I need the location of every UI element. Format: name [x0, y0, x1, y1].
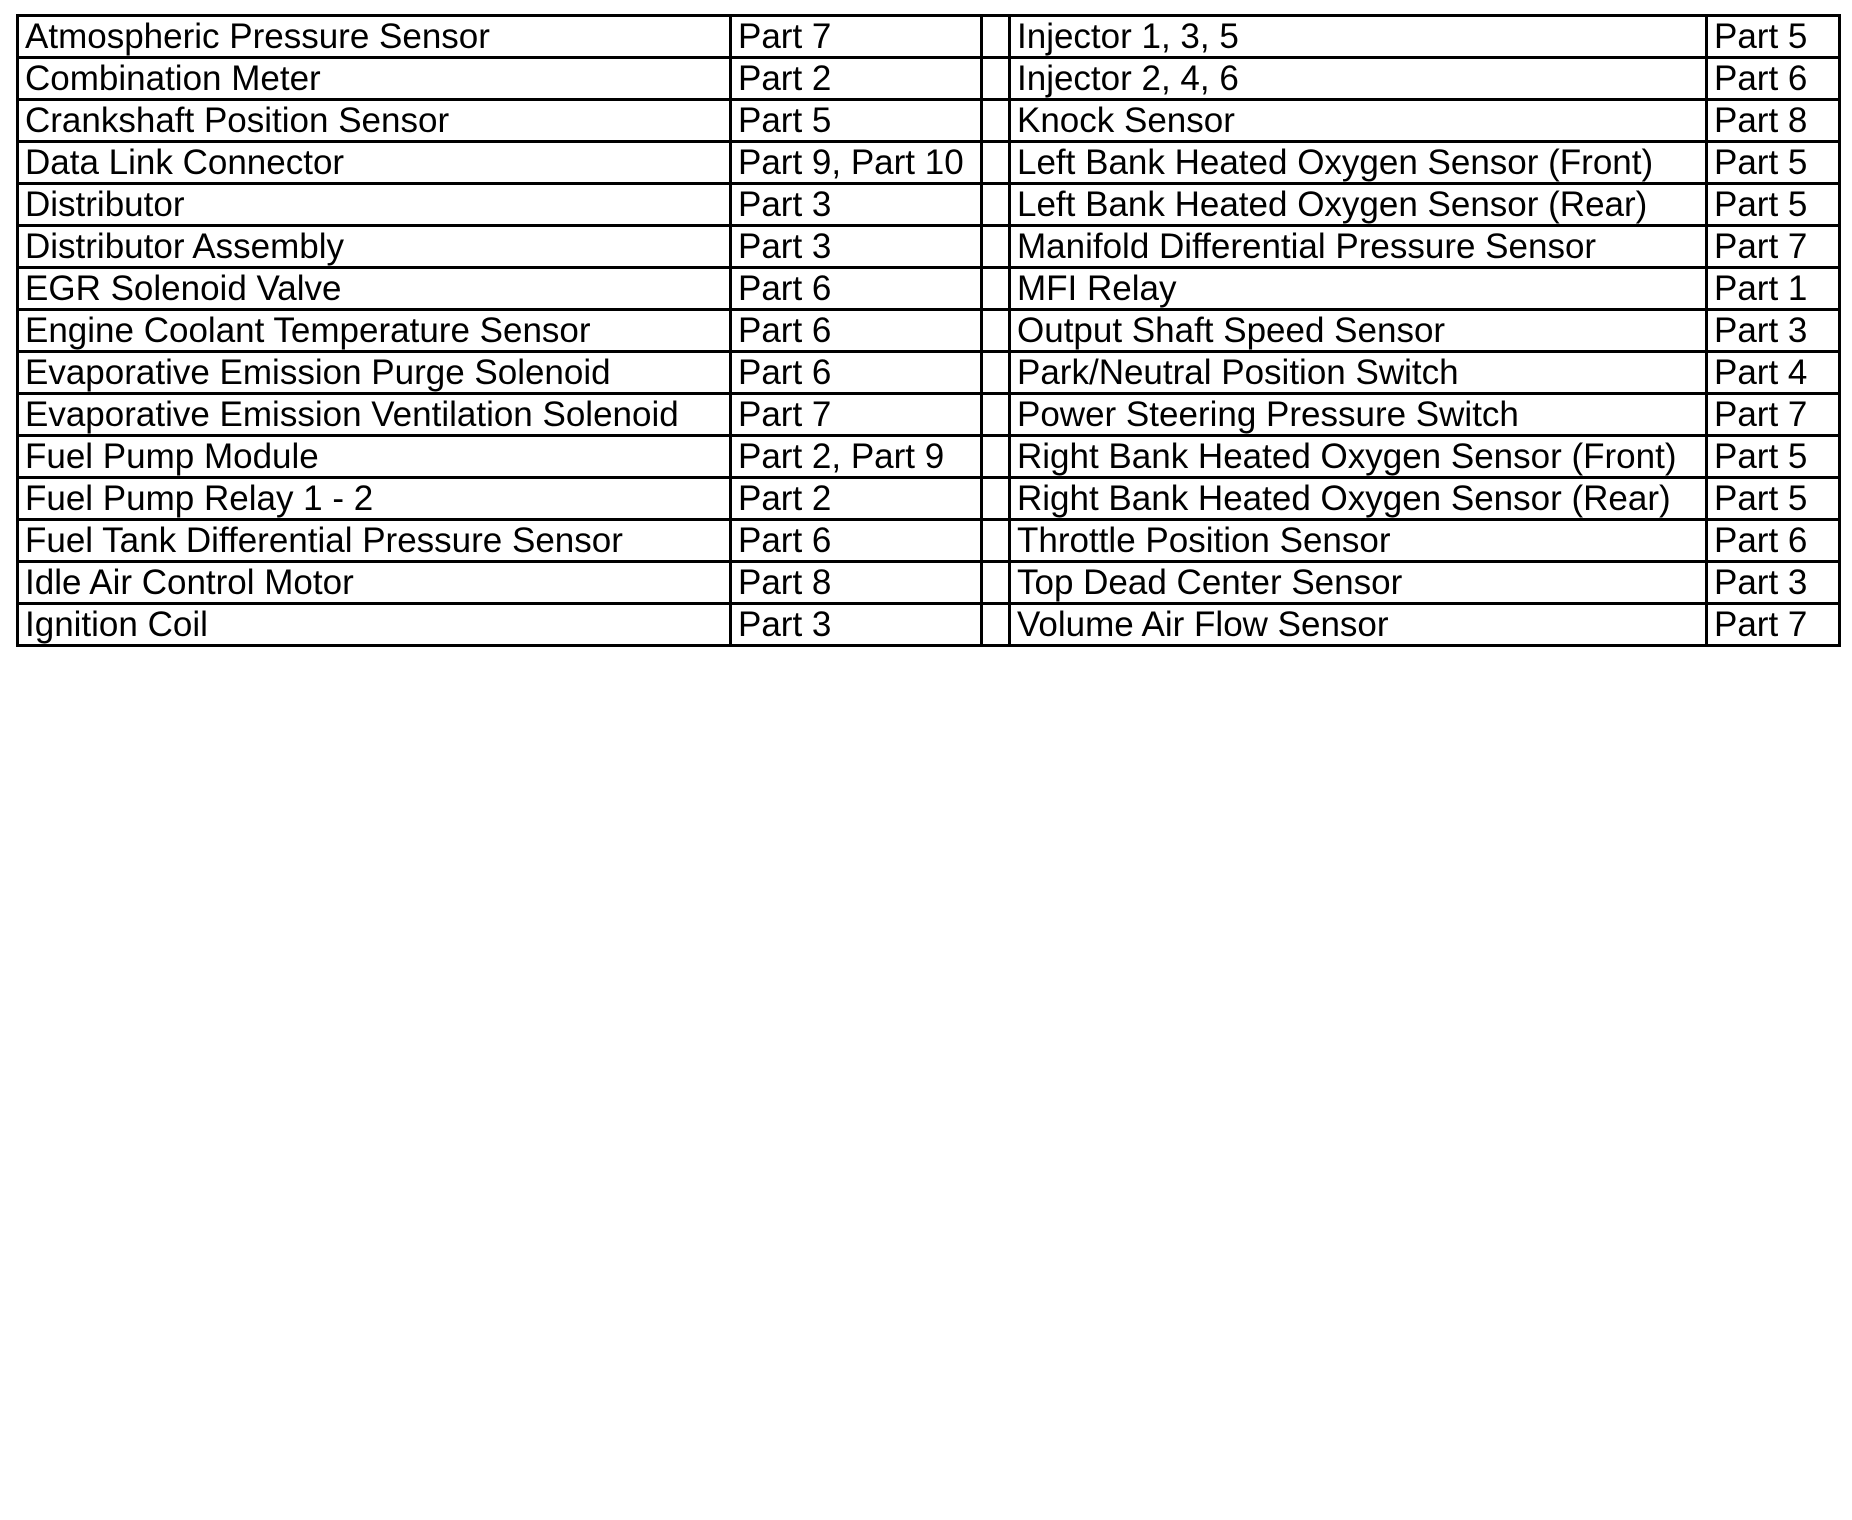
table-row	[18, 226, 1840, 268]
right-component-location: Part 5	[1707, 478, 1840, 520]
right-component-location: Part 4	[1707, 352, 1840, 394]
left-component-location: Part 8	[731, 562, 982, 604]
right-component-name: Left Bank Heated Oxygen Sensor (Rear)	[1010, 184, 1707, 226]
right-component-location: Part 3	[1707, 310, 1840, 352]
left-component-location: Part 9, Part 10	[731, 142, 982, 184]
left-component-location: Part 5	[731, 100, 982, 142]
table-row	[18, 142, 1840, 184]
right-component-location: Part 7	[1707, 604, 1840, 646]
right-component-name: Left Bank Heated Oxygen Sensor (Front)	[1010, 142, 1707, 184]
column-divider	[982, 58, 1010, 100]
right-component-location: Part 5	[1707, 16, 1840, 58]
left-component-name: Fuel Pump Relay 1 - 2	[18, 478, 731, 520]
table-row	[18, 268, 1840, 310]
column-divider	[982, 562, 1010, 604]
table-row	[18, 100, 1840, 142]
left-component-name: Fuel Tank Differential Pressure Sensor	[18, 520, 731, 562]
right-component-location: Part 7	[1707, 226, 1840, 268]
right-component-name: Park/Neutral Position Switch	[1010, 352, 1707, 394]
column-divider	[982, 604, 1010, 646]
left-component-name: Evaporative Emission Purge Solenoid	[18, 352, 731, 394]
table-row	[18, 58, 1840, 100]
column-divider	[982, 268, 1010, 310]
left-component-name: Data Link Connector	[18, 142, 731, 184]
left-component-location: Part 2	[731, 478, 982, 520]
table-row	[18, 352, 1840, 394]
left-component-location: Part 6	[731, 520, 982, 562]
left-component-location: Part 3	[731, 604, 982, 646]
right-component-location: Part 7	[1707, 394, 1840, 436]
right-component-location: Part 6	[1707, 58, 1840, 100]
column-divider	[982, 16, 1010, 58]
right-component-location: Part 5	[1707, 142, 1840, 184]
left-component-location: Part 6	[731, 268, 982, 310]
right-component-location: Part 6	[1707, 520, 1840, 562]
column-divider	[982, 436, 1010, 478]
right-component-name: Injector 2, 4, 6	[1010, 58, 1707, 100]
right-component-name: Manifold Differential Pressure Sensor	[1010, 226, 1707, 268]
left-component-name: Distributor	[18, 184, 731, 226]
left-component-name: Crankshaft Position Sensor	[18, 100, 731, 142]
right-component-name: Knock Sensor	[1010, 100, 1707, 142]
left-component-location: Part 2, Part 9	[731, 436, 982, 478]
right-component-name: Top Dead Center Sensor	[1010, 562, 1707, 604]
left-component-name: Idle Air Control Motor	[18, 562, 731, 604]
table-row	[18, 16, 1840, 58]
table-row	[18, 520, 1840, 562]
column-divider	[982, 310, 1010, 352]
table-row	[18, 478, 1840, 520]
column-divider	[982, 478, 1010, 520]
left-component-name: Combination Meter	[18, 58, 731, 100]
column-divider	[982, 100, 1010, 142]
right-component-location: Part 5	[1707, 436, 1840, 478]
table-row	[18, 184, 1840, 226]
table-row	[18, 436, 1840, 478]
right-component-location: Part 1	[1707, 268, 1840, 310]
table-row	[18, 562, 1840, 604]
left-component-name: Ignition Coil	[18, 604, 731, 646]
table-row	[18, 310, 1840, 352]
column-divider	[982, 226, 1010, 268]
right-component-name: Volume Air Flow Sensor	[1010, 604, 1707, 646]
left-component-name: Distributor Assembly	[18, 226, 731, 268]
table-row	[18, 604, 1840, 646]
right-component-name: Throttle Position Sensor	[1010, 520, 1707, 562]
right-component-location: Part 5	[1707, 184, 1840, 226]
column-divider	[982, 520, 1010, 562]
right-component-location: Part 3	[1707, 562, 1840, 604]
left-component-name: Atmospheric Pressure Sensor	[18, 16, 731, 58]
component-location-index-table	[16, 14, 1841, 647]
left-component-name: Engine Coolant Temperature Sensor	[18, 310, 731, 352]
right-component-name: Power Steering Pressure Switch	[1010, 394, 1707, 436]
left-component-location: Part 6	[731, 310, 982, 352]
table-body	[18, 16, 1840, 646]
left-component-location: Part 7	[731, 394, 982, 436]
left-component-location: Part 3	[731, 184, 982, 226]
left-component-location: Part 6	[731, 352, 982, 394]
right-component-location: Part 8	[1707, 100, 1840, 142]
left-component-location: Part 2	[731, 58, 982, 100]
left-component-location: Part 7	[731, 16, 982, 58]
left-component-name: Fuel Pump Module	[18, 436, 731, 478]
column-divider	[982, 184, 1010, 226]
right-component-name: MFI Relay	[1010, 268, 1707, 310]
right-component-name: Right Bank Heated Oxygen Sensor (Front)	[1010, 436, 1707, 478]
left-component-name: EGR Solenoid Valve	[18, 268, 731, 310]
right-component-name: Injector 1, 3, 5	[1010, 16, 1707, 58]
left-component-name: Evaporative Emission Ventilation Solenoid	[18, 394, 731, 436]
left-component-location: Part 3	[731, 226, 982, 268]
right-component-name: Right Bank Heated Oxygen Sensor (Rear)	[1010, 478, 1707, 520]
column-divider	[982, 142, 1010, 184]
table-row	[18, 394, 1840, 436]
right-component-name: Output Shaft Speed Sensor	[1010, 310, 1707, 352]
column-divider	[982, 394, 1010, 436]
column-divider	[982, 352, 1010, 394]
